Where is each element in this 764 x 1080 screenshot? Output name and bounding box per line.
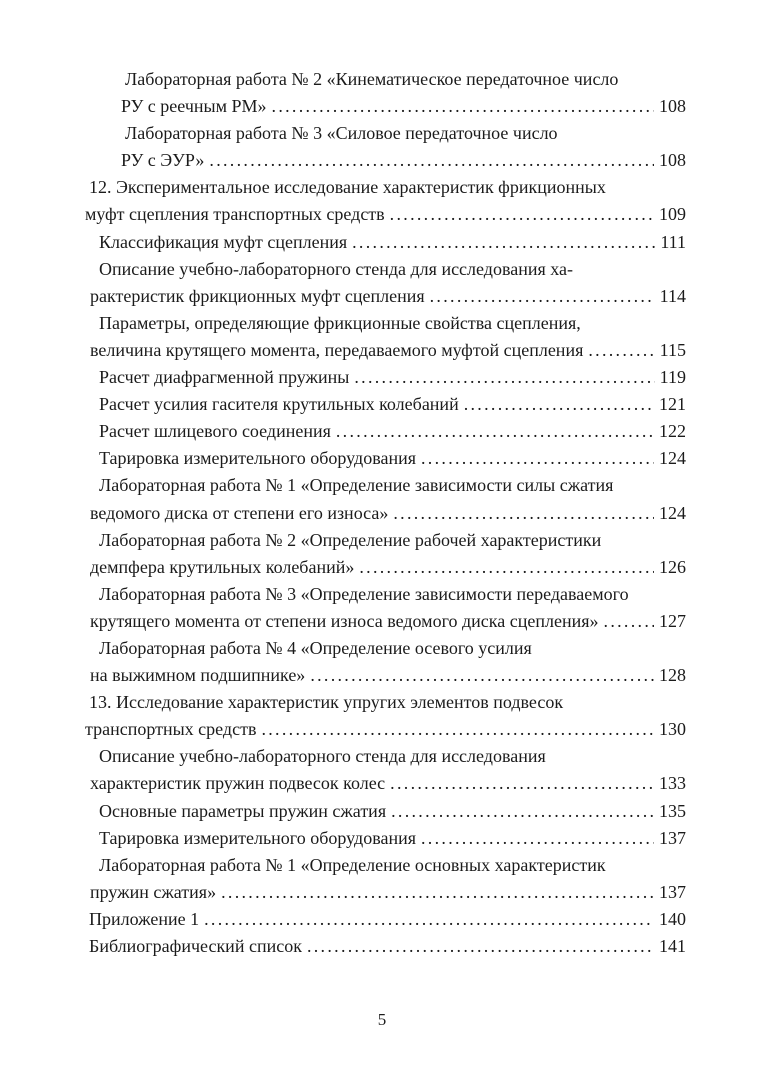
toc-page-number: 137 [659,827,686,848]
toc-page-number: 121 [659,394,686,415]
toc-entry-text: величина крутящего момента, передаваемого муфтой сцепления [90,339,584,360]
toc-entry [85,472,686,526]
toc-page-number: 119 [659,367,686,388]
toc-entry-text: РУ с ЭУР» [121,150,205,171]
toc-entry-line [85,581,686,608]
toc-entry-text: рактеристик фрикционных муфт сцепления [90,285,425,306]
dot-leader [209,147,654,174]
toc-entry-text: РУ с реечным РМ» [121,96,267,117]
toc-page-number: 124 [659,448,686,469]
toc-entry-text: Лабораторная работа № 2 «Определение рабочей характеристики [99,529,602,550]
toc-entry-text: Лабораторная работа № 1 «Определение основных характеристик [99,854,606,875]
toc-entry-line [85,743,686,770]
toc-entry [85,798,686,825]
toc-page-number: 135 [659,800,686,821]
toc-entry [85,743,686,797]
dot-leader [336,418,654,445]
dot-leader [390,770,654,797]
dot-leader [588,337,654,364]
toc-page-number: 109 [659,204,686,225]
toc-page-number: 122 [659,421,686,442]
toc-page-number: 126 [659,556,686,577]
toc-entry-text: Лабораторная работа № 2 «Кинематическое передаточное число [125,69,619,89]
toc-page-number: 140 [659,908,686,929]
toc-page-number: 141 [659,936,686,956]
toc-entry-line [85,527,686,554]
dot-leader [359,554,654,581]
toc-entry-line [85,120,686,147]
toc-entry-text: Лабораторная работа № 3 «Силовое передаточное число [125,123,558,144]
toc-entry-text: Тарировка измерительного оборудования [99,448,416,469]
toc-entry [85,391,686,418]
toc-entry [85,581,686,635]
dot-leader [221,879,654,906]
toc-page-number: 115 [659,339,686,360]
toc-entry-text: Параметры, определяющие фрикционные свойства сцепления, [99,312,581,333]
toc-entry-line [85,201,686,228]
toc-entry-text: Лабораторная работа № 3 «Определение зависимости передаваемого [99,583,629,604]
toc-entry-line [85,174,686,201]
toc-entry-text: Описание учебно-лабораторного стенда для исследования [99,746,546,767]
toc-entry-text: Расчет шлицевого соединения [99,421,331,442]
toc-entry-text: транспортных средств [85,719,257,740]
toc-page-number: 108 [659,150,686,171]
toc-entry-line [85,337,686,364]
dot-leader [354,364,654,391]
toc-entry [85,527,686,581]
toc-entry [85,418,686,445]
toc-entry-line [85,798,686,825]
toc-entry-text: Тарировка измерительного оборудования [99,827,416,848]
toc-entry-text: на выжимном подшипнике» [90,665,306,686]
toc-entry-line [85,283,686,310]
toc-entry [85,635,686,689]
toc-entry-line [85,66,686,93]
toc-entry-line [85,825,686,852]
toc-entry [85,66,686,120]
toc-entry [85,689,686,743]
toc-entry-line [85,608,686,635]
toc-page-number: 124 [659,502,686,523]
toc-entry [85,256,686,310]
toc-entry [85,229,686,256]
table-of-contents [85,66,686,960]
toc-entry-text: Лабораторная работа № 4 «Определение осевого усилия [99,637,532,658]
dot-leader [310,662,654,689]
toc-entry-line [85,364,686,391]
toc-entry-text: Основные параметры пружин сжатия [99,800,387,821]
toc-entry [85,906,686,933]
toc-page-number: 111 [660,231,686,252]
toc-page-number: 137 [659,881,686,902]
dot-leader [391,798,654,825]
dot-leader [464,391,654,418]
toc-entry-line [85,635,686,662]
toc-entry-text: 12. Экспериментальное исследование характеристик фрикционных [89,177,606,198]
toc-entry-text: характеристик пружин подвесок колес [90,773,386,794]
toc-entry-line [85,472,686,499]
toc-entry-line [85,906,686,933]
toc-page-number: 130 [659,719,686,740]
toc-entry-text: Описание учебно-лабораторного стенда для исследования ха- [99,258,573,279]
dot-leader [421,445,654,472]
toc-entry-line [85,852,686,879]
toc-entry-line [85,256,686,283]
toc-entry-line [85,933,686,960]
toc-entry-line [85,554,686,581]
toc-entry-line [85,418,686,445]
toc-entry-text: пружин сжатия» [90,881,217,902]
toc-page-number: 114 [659,285,686,306]
toc-entry-text: крутящего момента от степени износа ведомого диска сцепления» [90,610,599,631]
toc-entry-line [85,229,686,256]
toc-entry-line [85,770,686,797]
dot-leader [430,283,655,310]
toc-entry-line [85,445,686,472]
toc-entry [85,825,686,852]
page-footer [0,1010,764,1030]
toc-page-number: 108 [659,96,686,117]
toc-entry-text: 13. Исследование характеристик упругих элементов подвесок [89,692,564,713]
toc-entry-text: Библиографический список [89,936,302,956]
toc-entry-line [85,879,686,906]
page-number-footer: 5 [377,1010,387,1029]
toc-page-number: 128 [659,665,686,686]
toc-entry [85,852,686,906]
dot-leader [204,906,654,933]
toc-entry-line [85,93,686,120]
dot-leader [421,825,654,852]
toc-entry-line [85,689,686,716]
dot-leader [307,933,654,960]
toc-entry-text: Приложение 1 [89,908,200,929]
toc-entry-line [85,391,686,418]
toc-page-number: 133 [659,773,686,794]
toc-entry [85,933,686,960]
toc-entry-text: муфт сцепления транспортных средств [85,204,385,225]
toc-entry-line [85,716,686,743]
dot-leader [261,716,654,743]
toc-entry-text: Лабораторная работа № 1 «Определение зависимости силы сжатия [99,475,614,496]
toc-entry-text: демпфера крутильных колебаний» [90,556,355,577]
toc-entry-text: Расчет диафрагменной пружины [99,367,350,388]
toc-entry-text: Расчет усилия гасителя крутильных колебаний [99,394,459,415]
dot-leader [352,229,655,256]
dot-leader [272,93,654,120]
toc-entry [85,445,686,472]
toc-entry-line [85,662,686,689]
toc-entry [85,364,686,391]
toc-entry-line [85,310,686,337]
toc-entry [85,174,686,228]
dot-leader [393,500,654,527]
toc-entry-line [85,500,686,527]
toc-page-number: 127 [659,610,686,631]
toc-entry-text: ведомого диска от степени его износа» [90,502,389,523]
toc-entry-line [85,147,686,174]
dot-leader [390,201,654,228]
dot-leader [604,608,654,635]
toc-entry [85,120,686,174]
toc-entry-text: Классификация муфт сцепления [99,231,348,252]
toc-entry [85,310,686,364]
